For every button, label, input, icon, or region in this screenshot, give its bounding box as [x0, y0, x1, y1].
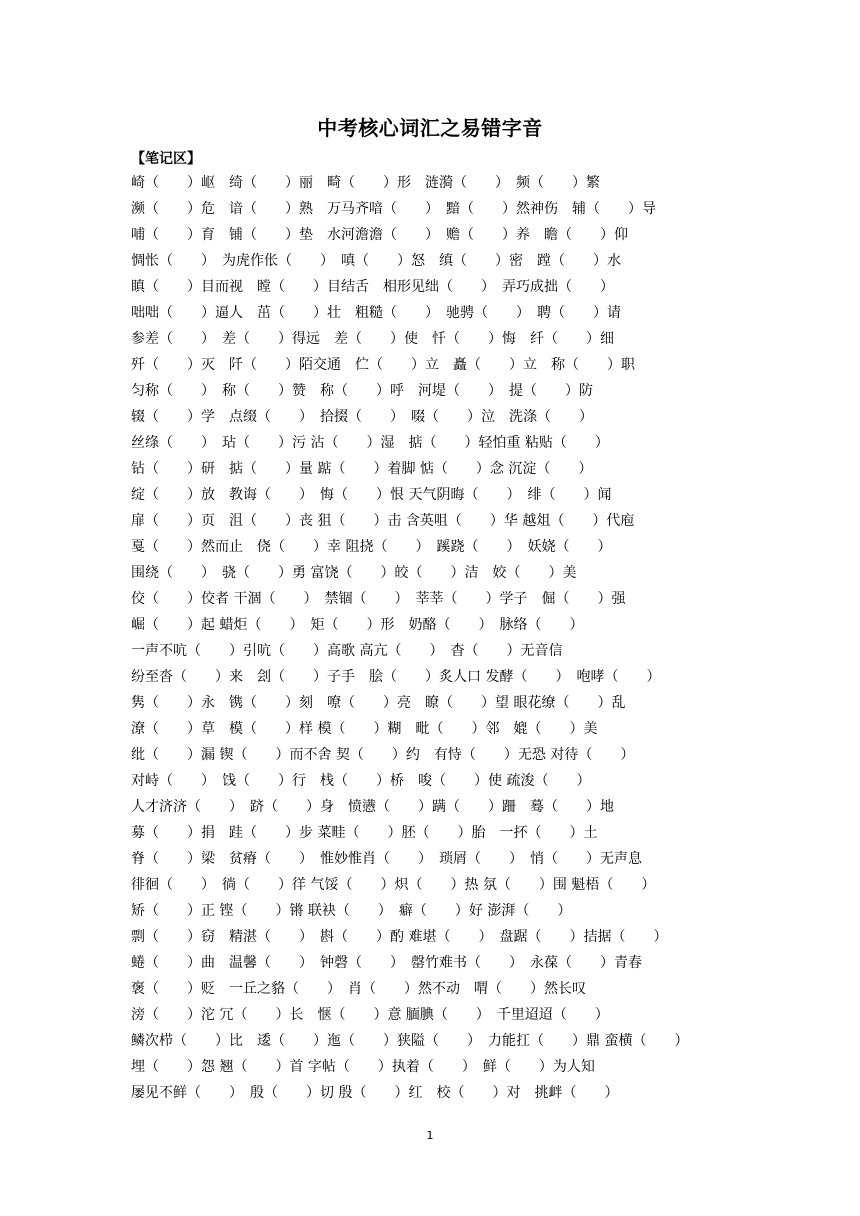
vocabulary-line: 脊（ ）梁 贫瘠（ ） 惟妙惟肖（ ） 琐屑（ ） 悄（ ）无声息: [131, 851, 642, 867]
vocabulary-list: [131, 170, 741, 1106]
vocabulary-line: 蜷（ ）曲 温馨（ ） 钟磬（ ） 罄竹难书（ ） 永葆（ ）青春: [131, 955, 642, 971]
vocabulary-line: 纷至沓（ ）来 刽（ ）子手 脍（ ）炙人口 发酵（ ） 咆哮（ ）: [131, 669, 661, 685]
vocabulary-line: 埋（ ）怨 翘（ ）首 字帖（ ）执着（ ） 鲜（ ）为人知: [131, 1059, 595, 1075]
document-title: 中考核心词汇之易错字音: [317, 116, 543, 140]
vocabulary-line: 佼（ ）佼者 干涸（ ） 禁锢（ ） 莘莘（ ）学子 倔（ ）强: [131, 591, 626, 607]
vocabulary-line: 歼（ ）灭 阡（ ）陌交通 伫（ ）立 矗（ ）立 称（ ）职: [131, 357, 635, 373]
vocabulary-line: 绽（ ）放 教诲（ ） 悔（ ）恨 天气阴晦（ ） 绯（ ）闻: [131, 487, 612, 503]
vocabulary-line: 濒（ ）危 谙（ ）熟 万马齐喑（ ） 黯（ ）然神伤 辅（ ）导: [131, 201, 656, 217]
vocabulary-line: 惆怅（ ） 为虎作伥（ ） 嗔（ ）怒 缜（ ）密 蹚（ ）水: [131, 253, 621, 269]
notes-section-label: 【笔记区】: [131, 151, 201, 167]
vocabulary-line: 屡见不鲜（ ） 殷（ ）切 殷（ ）红 校（ ）对 挑衅（ ）: [131, 1085, 619, 1101]
vocabulary-line: 一声不吭（ ）引吭（ ）高歌 高亢（ ） 杳（ ）无音信: [131, 643, 563, 659]
vocabulary-line: 崎（ ）岖 绮（ ）丽 畸（ ）形 涟漪（ ） 频（ ）繁: [131, 175, 600, 191]
vocabulary-line: 潦（ ）草 模（ ）样 模（ ）糊 毗（ ）邻 媲（ ）美: [131, 721, 598, 737]
vocabulary-line: 扉（ ）页 沮（ ）丧 狙（ ）击 含英咀（ ）华 越俎（ ）代庖: [131, 513, 635, 529]
vocabulary-line: 纰（ ）漏 锲（ ）而不舍 契（ ）约 有恃（ ）无恐 对待（ ）: [131, 747, 635, 763]
vocabulary-line: 褒（ ）贬 一丘之貉（ ） 肖（ ）然不动 喟（ ）然长叹: [131, 981, 586, 997]
vocabulary-line: 瞋（ ）目而视 瞠（ ）目结舌 相形见绌（ ） 弄巧成拙（ ）: [131, 279, 614, 295]
vocabulary-line: 剽（ ）窃 精湛（ ） 斟（ ）酌 难堪（ ） 盘踞（ ）拮据（ ）: [131, 929, 668, 945]
vocabulary-line: 钻（ ）研 掂（ ）量 踮（ ）着脚 惦（ ）念 沉淀（ ）: [131, 461, 593, 477]
vocabulary-line: 匀称（ ） 称（ ）赞 称（ ）呼 河堤（ ） 提（ ）防: [131, 383, 593, 399]
vocabulary-line: 丝绦（ ） 玷（ ）污 沾（ ）湿 掂（ ）轻怕重 粘贴（ ）: [131, 435, 609, 451]
vocabulary-line: 鳞次栉（ ）比 逶（ ）迤（ ）狭隘（ ） 力能扛（ ）鼎 蛮横（ ）: [131, 1033, 689, 1049]
vocabulary-line: 咄咄（ ）逼人 茁（ ）壮 粗糙（ ） 驰骋（ ） 聘（ ）请: [131, 305, 621, 321]
vocabulary-line: 募（ ）捐 跬（ ）步 菜畦（ ）胚（ ）胎 一抔（ ）土: [131, 825, 598, 841]
vocabulary-line: 人才济济（ ） 跻（ ）身 愤懑（ ）蹒（ ）跚 蓦（ ）地: [131, 799, 614, 815]
vocabulary-line: 徘徊（ ） 徜（ ）徉 气馁（ ）炽（ ）热 氛（ ）围 魁梧（ ）: [131, 877, 656, 893]
vocabulary-line: 戛（ ）然而止 侥（ ）幸 阻挠（ ） 蹊跷（ ） 妖娆（ ）: [131, 539, 612, 555]
vocabulary-line: 矫（ ）正 铿（ ）锵 联袂（ ） 癖（ ）好 澎湃（ ）: [131, 903, 572, 919]
page-number: 1: [426, 1129, 434, 1142]
vocabulary-line: 围绕（ ） 骁（ ）勇 富饶（ ）皎（ ）洁 姣（ ）美: [131, 565, 577, 581]
vocabulary-line: 隽（ ）永 镌（ ）刻 嘹（ ）亮 瞭（ ）望 眼花缭（ ）乱: [131, 695, 626, 711]
vocabulary-line: 崛（ ）起 蜡炬（ ） 矩（ ）形 奶酪（ ） 脉络（ ）: [131, 617, 584, 633]
vocabulary-line: 对峙（ ） 饯（ ）行 栈（ ）桥 唆（ ）使 疏浚（ ）: [131, 773, 591, 789]
vocabulary-line: 参差（ ） 差（ ）得远 差（ ）使 忏（ ）悔 纤（ ）细: [131, 331, 614, 347]
vocabulary-line: 滂（ ）沱 冗（ ）长 惬（ ）意 腼腆（ ） 千里迢迢（ ）: [131, 1007, 609, 1023]
vocabulary-line: 辍（ ）学 点缀（ ） 拾掇（ ） 啜（ ）泣 洗涤（ ）: [131, 409, 593, 425]
vocabulary-line: 哺（ ）育 铺（ ）垫 水河澹澹（ ） 赡（ ）养 瞻（ ）仰: [131, 227, 628, 243]
